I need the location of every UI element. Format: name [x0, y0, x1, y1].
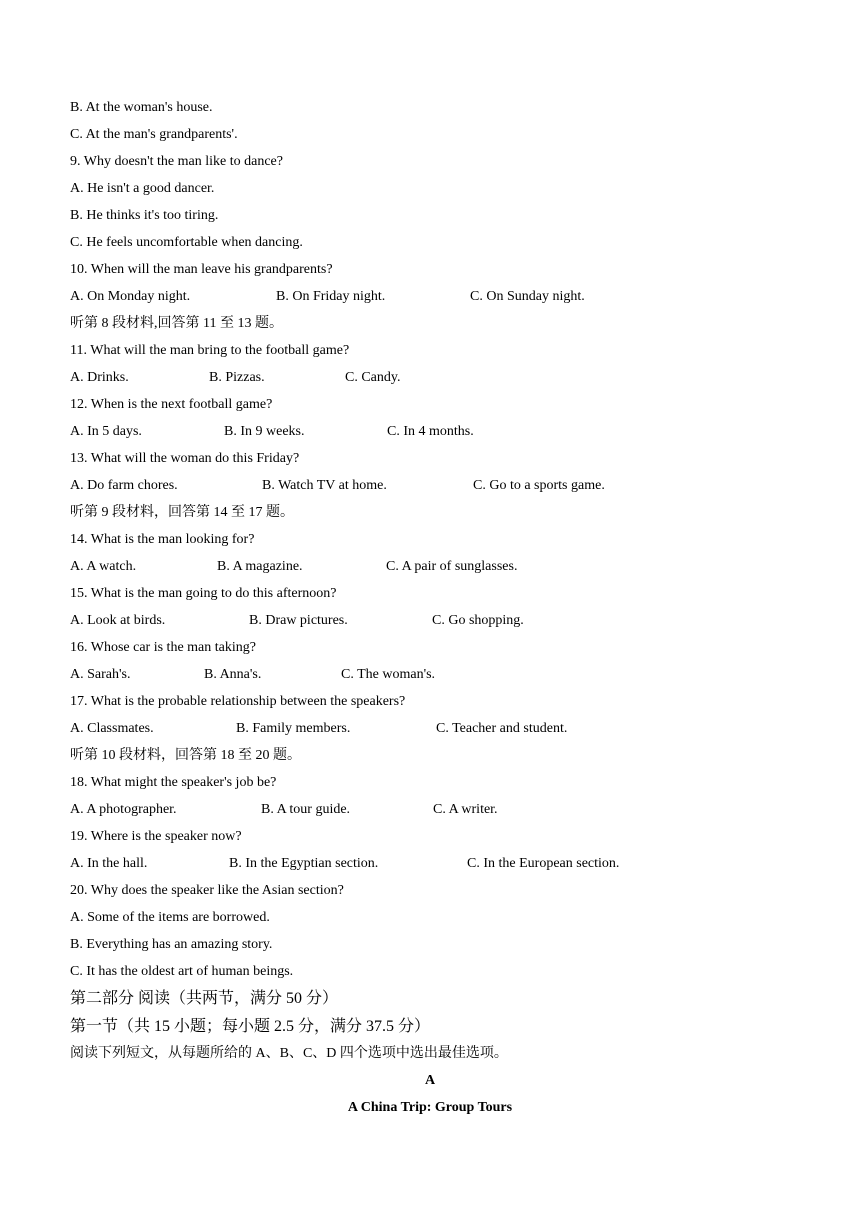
option-b: B. Draw pictures.	[249, 613, 348, 628]
option-a: A. On Monday night.	[70, 289, 191, 304]
option-c: C. In the European section.	[467, 856, 620, 871]
question-12: 12. When is the next football game?	[70, 397, 273, 412]
question-16: 16. Whose car is the man taking?	[70, 640, 256, 655]
option-a: A. Look at birds.	[70, 613, 166, 628]
option-line: A. Some of the items are borrowed.	[70, 910, 270, 925]
question-15: 15. What is the man going to do this afternoon?	[70, 586, 337, 601]
option-b: B. In the Egyptian section.	[229, 856, 379, 871]
question-9: 9. Why doesn't the man like to dance?	[70, 154, 283, 169]
option-c: C. The woman's.	[341, 667, 436, 682]
option-c: C. Candy.	[345, 370, 401, 385]
option-line: B. Everything has an amazing story.	[70, 937, 273, 952]
part-heading: 第二部分 阅读（共两节，满分 50 分）	[70, 990, 339, 1007]
option-a: A. Sarah's.	[70, 667, 131, 682]
question-18: 18. What might the speaker's job be?	[70, 775, 277, 790]
section-instruction: 听第 9 段材料，回答第 14 至 17 题。	[70, 505, 294, 520]
question-17: 17. What is the probable relationship between the speakers?	[70, 694, 406, 709]
option-a: A. Drinks.	[70, 370, 129, 385]
passage-title: A China Trip: Group Tours	[347, 1100, 513, 1115]
section-instruction: 听第 10 段材料，回答第 18 至 20 题。	[70, 748, 301, 763]
option-a: A. Classmates.	[70, 721, 154, 736]
question-10: 10. When will the man leave his grandparents?	[70, 262, 333, 277]
option-line: C. He feels uncomfortable when dancing.	[70, 235, 303, 250]
option-c: C. In 4 months.	[387, 424, 474, 439]
option-c: C. On Sunday night.	[470, 289, 585, 304]
option-a: A. A photographer.	[70, 802, 177, 817]
option-c: C. Teacher and student.	[436, 721, 568, 736]
option-c: C. A pair of sunglasses.	[386, 559, 518, 574]
option-b: B. Pizzas.	[209, 370, 265, 385]
option-line: C. It has the oldest art of human beings.	[70, 964, 294, 979]
option-line: C. At the man's grandparents'.	[70, 127, 238, 142]
option-a: A. In the hall.	[70, 856, 148, 871]
question-11: 11. What will the man bring to the football game?	[70, 343, 350, 358]
question-20: 20. Why does the speaker like the Asian section?	[70, 883, 344, 898]
option-b: B. A tour guide.	[261, 802, 351, 817]
passage-letter: A	[424, 1073, 436, 1088]
option-line: A. He isn't a good dancer.	[70, 181, 215, 196]
option-c: C. A writer.	[433, 802, 498, 817]
question-14: 14. What is the man looking for?	[70, 532, 255, 547]
question-13: 13. What will the woman do this Friday?	[70, 451, 300, 466]
option-a: A. Do farm chores.	[70, 478, 178, 493]
option-line: B. At the woman's house.	[70, 100, 213, 115]
section-heading: 第一节（共 15 小题；每小题 2.5 分，满分 37.5 分）	[70, 1018, 431, 1035]
option-b: B. On Friday night.	[276, 289, 386, 304]
option-a: A. A watch.	[70, 559, 137, 574]
option-b: B. A magazine.	[217, 559, 303, 574]
option-b: B. Family members.	[236, 721, 351, 736]
option-c: C. Go shopping.	[432, 613, 524, 628]
option-b: B. Watch TV at home.	[262, 478, 387, 493]
option-line: B. He thinks it's too tiring.	[70, 208, 219, 223]
option-a: A. In 5 days.	[70, 424, 142, 439]
option-c: C. Go to a sports game.	[473, 478, 605, 493]
option-b: B. In 9 weeks.	[224, 424, 305, 439]
section-instruction: 听第 8 段材料,回答第 11 至 13 题。	[70, 316, 283, 331]
question-19: 19. Where is the speaker now?	[70, 829, 242, 844]
option-b: B. Anna's.	[204, 667, 262, 682]
reading-instruction: 阅读下列短文，从每题所给的 A、B、C、D 四个选项中选出最佳选项。	[70, 1046, 508, 1061]
